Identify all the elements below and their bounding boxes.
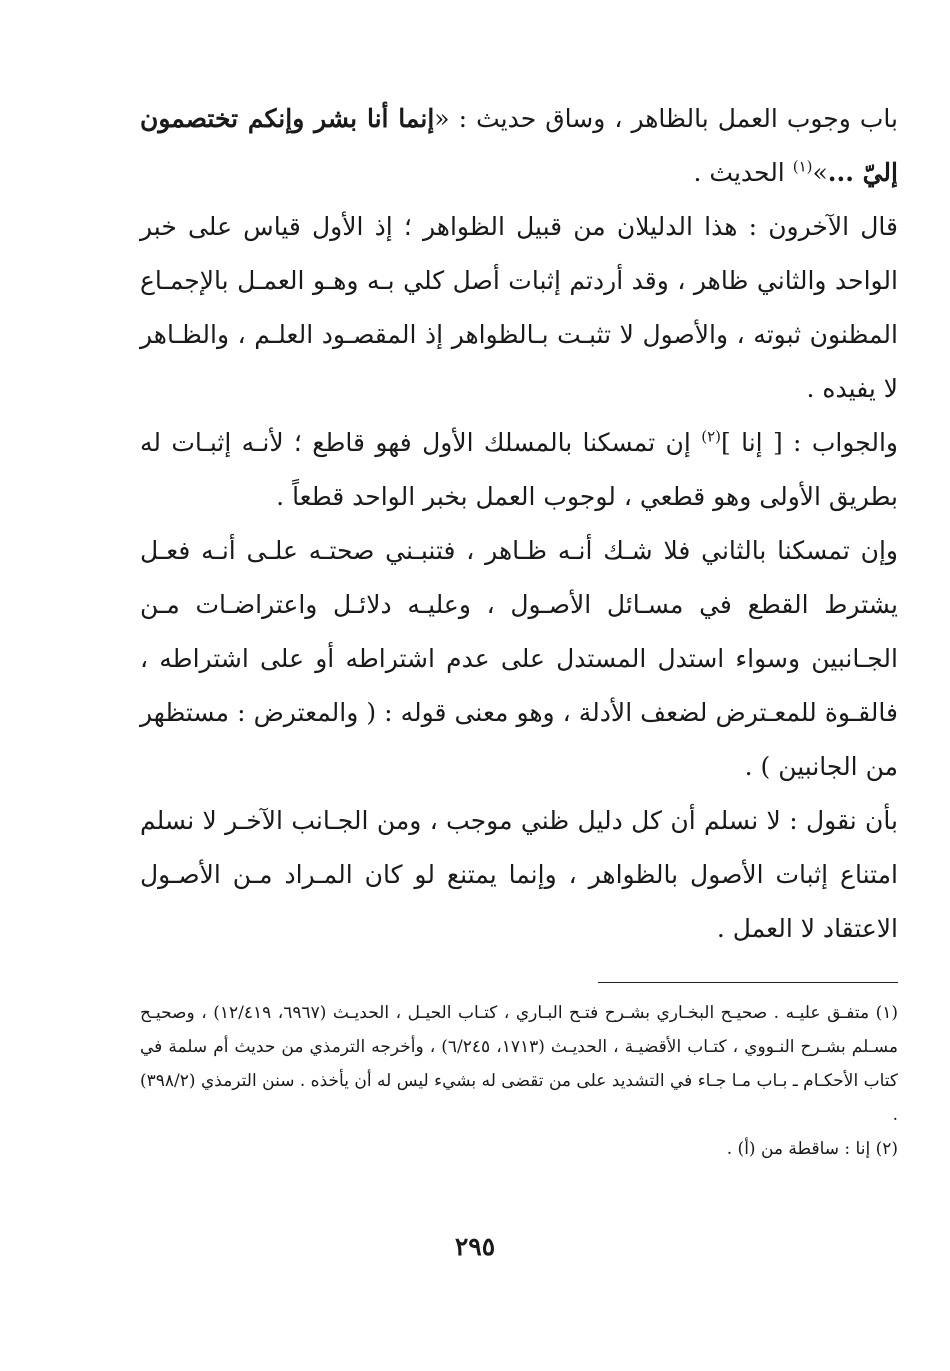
page-number: ٢٩٥ bbox=[454, 1232, 496, 1261]
footnote-ref-2: (٢) bbox=[701, 427, 721, 446]
main-text bbox=[140, 92, 898, 956]
footnote-divider bbox=[598, 982, 898, 983]
quote-close: » bbox=[812, 158, 828, 187]
footnote-1: (١) متفـق عليـه . صحيـح البخـاري بشـرح فتـح البـاري ، كتـاب الحيـل ، الحديـث (٦٩٦٧، ١٢/٤١٩) ، وصحيـح مسـلم بشـرح النـووي ، كتـاب الأقضيـة ، الحديـث (١٧١٣، ٦/٢٤٥) ، وأخرجه الترمذي من حديث أم سلمة في كتاب الأحكـام ـ بـاب مـا جـاء في التشديد على من تقضى له بشيء ليس له أن يأخذه . سنن الترمذي (٣٩٨/٢) . bbox=[140, 1003, 898, 1125]
paragraph-1 bbox=[140, 92, 898, 200]
paragraph-1-end: الحديث . bbox=[693, 158, 793, 187]
paragraph-2: قال الآخرون : هذا الدليلان من قبيل الظواهر ؛ إذ الأول قياس على خبر الواحد والثاني ظاهر ، وقد أردتم إثبات أصل كلي بـه وهـو العمـل بالإجمـاع المظنون ثبوته ، والأصول لا تثبـت بـالظواهر إذ المقصـود العلـم ، والظـاهر لا يفيده . bbox=[140, 212, 898, 403]
footnote-ref-1: (١) bbox=[792, 157, 813, 176]
paragraph-3-start: والجواب : [ إنا ] bbox=[720, 428, 898, 457]
footnote-2: (٢) إنا : ساقطة من (أ) . bbox=[726, 1139, 898, 1159]
footnotes bbox=[140, 996, 898, 1166]
paragraph-3-rest: إن تمسكنا بالمسلك الأول فهو قاطع ؛ لأنـه إثبـات له بطريق الأولى وهو قطعي ، لوجوب العمل بخبر الواحد قطعاً . bbox=[140, 428, 898, 511]
paragraph-5: بأن نقول : لا نسلم أن كل دليل ظني موجب ، ومن الجـانب الآخـر لا نسلم امتناع إثبات الأصول بالظواهر ، وإنما يمتنع لو كان المـراد مـن الأصـول الاعتقاد لا العمل . bbox=[140, 806, 898, 943]
paragraph-1-intro: باب وجوب العمل بالظاهر ، وساق حديث : « bbox=[434, 104, 898, 133]
paragraph-3 bbox=[140, 416, 898, 524]
paragraph-4: وإن تمسكنا بالثاني فلا شـك أنـه ظـاهر ، فتنبـني صحتـه علـى أنـه فعـل يشترط القطع في مسـائل الأصـول ، وعليـه دلائـل واعتراضـات مـن الجـانبين وسواء استدل المستدل على عدم اشتراطه أو على اشتراطه ، فالقـوة للمعـترض لضعف الأدلة ، وهو معنى قوله : ( والمعترض : مستظهر من الجانبين ) . bbox=[140, 536, 898, 781]
hadith-quote: إنما أنا بشر وإنكم تختصمون إليّ ... bbox=[140, 104, 898, 187]
